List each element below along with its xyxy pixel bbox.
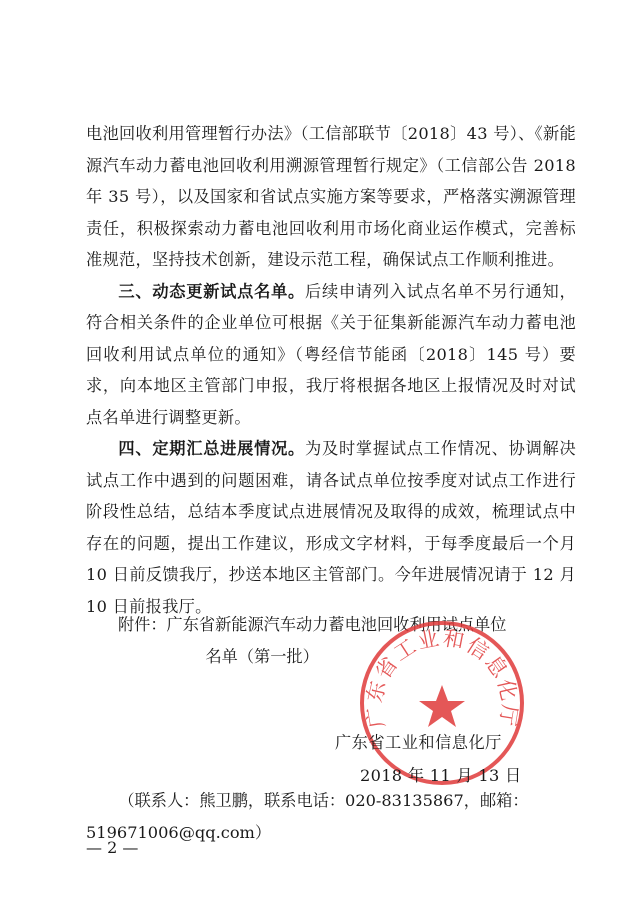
paragraph-2: [86, 276, 576, 434]
paragraph-1: [86, 118, 576, 276]
contact-info: [86, 785, 586, 849]
seal-text: 广东省工业和信息化厅: [362, 625, 522, 730]
paragraph-2-text: 后续申请列入试点名单不另行通知，符合相关条件的企业单位可根据《关于征集新能源汽车动力蓄电池回收利用试点单位的通知》（粤经信节能函〔2018〕145 号）要求，向本地区主管部门申报，我厅将根据各地区上报情况及时对试点名单进行调整更新。: [86, 281, 576, 427]
contact-line-2: 519671006@qq.com）: [86, 823, 272, 842]
paragraph-1-text: 电池回收利用管理暂行办法》（工信部联节〔2018〕43 号）、《新能源汽车动力蓄电池回收利用溯源管理暂行规定》（工信部公告 2018 年 35 号），以及国家和省试点实施方案等要求，严格落实溯源管理责任，积极探索动力蓄电池回收利用市场化商业运作模式，完善标准规范，坚持技术创新，建设示范工程，确保试点工作顺利推进。: [86, 124, 576, 269]
paragraph-3-heading: 四、定期汇总进展情况。: [118, 439, 306, 458]
contact-line-1: （联系人：熊卫鹏，联系电话：020-83135867，邮箱：: [118, 791, 529, 810]
paragraph-3: [86, 433, 576, 622]
page-number: — 2 —: [86, 838, 139, 857]
issue-date: 2018 年 11 月 13 日: [360, 766, 522, 785]
body-text: [86, 118, 576, 622]
paragraph-3-text: 为及时掌握试点工作情况、协调解决试点工作中遇到的问题困难，请各试点单位按季度对试点工作进行阶段性总结，总结本季度试点进展情况及取得的成效，梳理试点中存在的问题，提出工作建议，形成文字材料，于每季度最后一个月 10 日前反馈我厅，抄送本地区主管部门。今年进展情况请于 12 月 10 日前报我厅。: [86, 439, 576, 616]
attachment-line-1: 附件：广东省新能源汽车动力蓄电池回收利用试点单位: [118, 615, 507, 634]
issuing-organization: 广东省工业和信息化厅: [335, 733, 502, 752]
paragraph-2-heading: 三、动态更新试点名单。: [118, 281, 306, 301]
attachment-line-2: 名单（第一批）: [205, 647, 319, 666]
